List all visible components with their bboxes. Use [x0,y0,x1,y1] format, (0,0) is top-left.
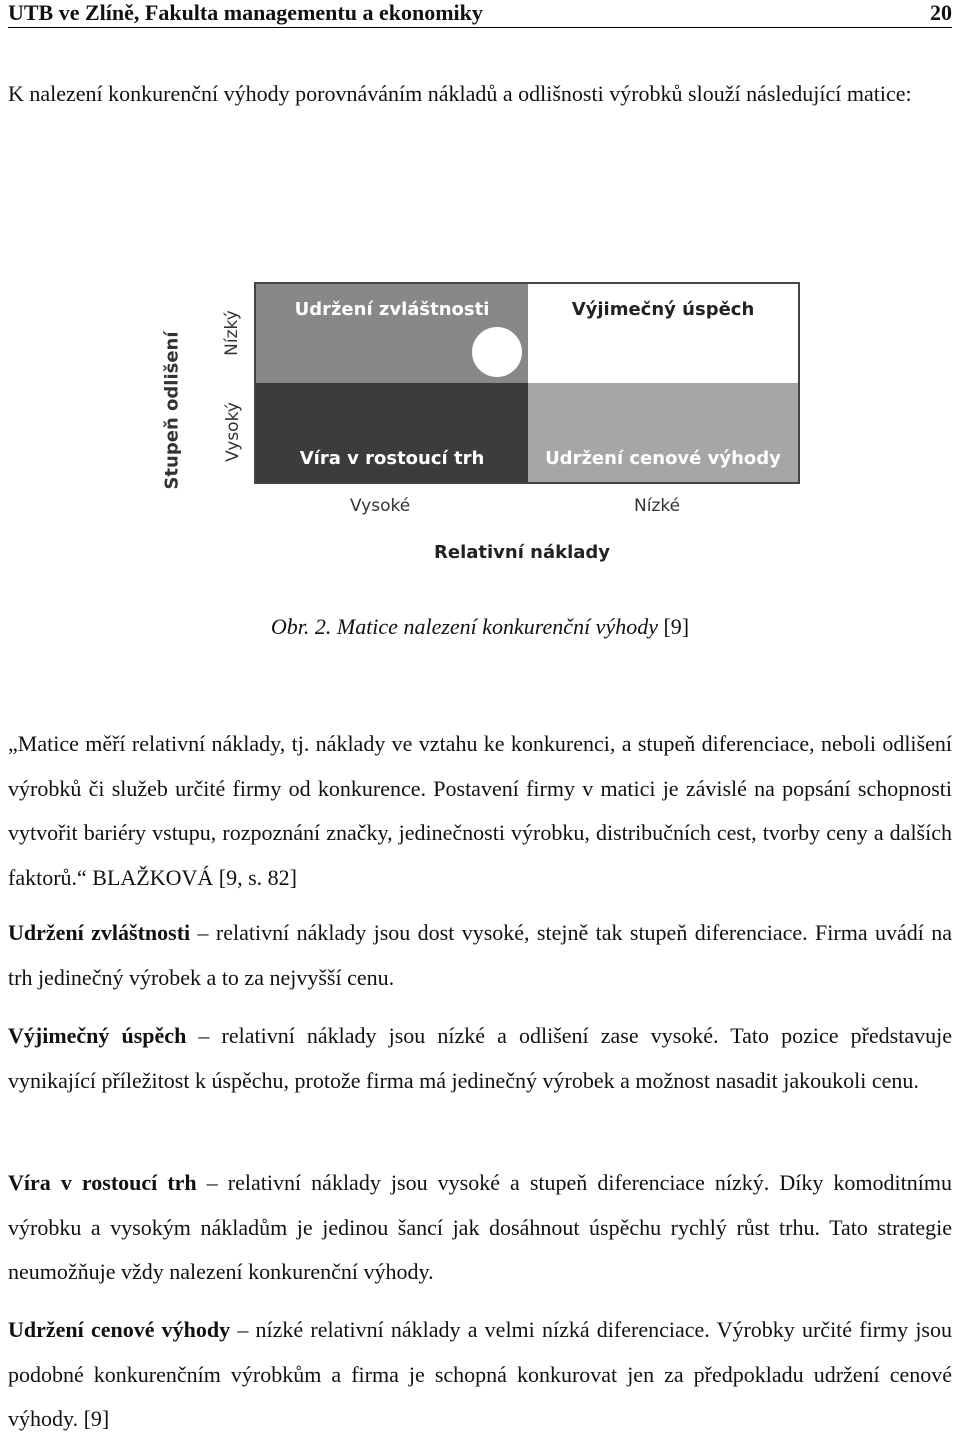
intro-paragraph: K nalezení konkurenční výhody porovnáváním nákladů a odlišnosti výrobků slouží následující matice: [8,81,912,106]
x-axis-high-label: Vysoké [350,496,411,516]
cell-label-top-left: Udržení zvláštnosti [294,299,490,320]
competitive-advantage-matrix [254,282,800,484]
definition-term: Výjimečný úspěch [8,1023,187,1048]
cell-bottom-right [528,383,798,482]
definition-text: – nízké relativní náklady a velmi nízká diferenciace. Výrobky určité firmy jsou podobné konkurenčním výrobkům a firma je schopná konkurovat jen za předpokladu udržení cenové výhody. [9] [8,1317,952,1431]
page-number: 20 [930,0,952,25]
cell-label-top-right: Výjimečný úspěch [571,299,755,320]
y-axis-low-label: Nízký [222,310,242,356]
x-axis-low-label: Nízké [634,496,681,516]
cell-top-right [528,284,798,383]
x-axis-title: Relativní náklady [434,542,611,563]
definition-paragraph [8,1308,952,1442]
definition-term: Víra v rostoucí trh [8,1170,197,1195]
caption-reference: [9] [663,614,690,639]
quote-paragraph: „Matice měří relativní náklady, tj. náklady ve vztahu ke konkurenci, a stupeň diferenciace, neboli odlišení výrobků či služeb určité firmy od konkurence. Postavení firmy v matici je závislé na popsání schopnosti vytvořit bariéry vstupu, rozpoznání značky, jedinečnosti výrobku, distribučních cest, tvorby ceny a dalších faktorů.“ BLAŽKOVÁ [9, s. 82] [8,731,952,890]
caption-text: Obr. 2. Matice nalezení konkurenční výhody [270,614,658,639]
figure-caption [0,614,960,640]
y-axis-high-label: Vysoký [223,402,243,462]
definition-paragraph [8,911,952,1000]
definition-term: Udržení cenové výhody [8,1317,231,1342]
definition-paragraph [8,1014,952,1103]
definition-term: Udržení zvláštnosti [8,920,191,945]
matrix-figure [150,270,830,580]
definition-paragraph [8,1161,952,1295]
y-axis-title: Stupeň odlišení [161,331,183,490]
cell-label-bottom-right: Udržení cenové výhody [545,448,781,469]
cell-label-bottom-left: Víra v rostoucí trh [299,448,485,469]
position-marker-circle [472,327,522,377]
header-title: UTB ve Zlíně, Fakulta managementu a ekonomiky [8,0,483,25]
cell-bottom-left [256,383,528,482]
definition-text: – relativní náklady jsou nízké a odlišení zase vysoké. Tato pozice představuje vynikající příležitost k úspěchu, protože firma má jedinečný výrobek a možnost nasadit jakoukoli cenu. [8,1023,952,1093]
page-header [8,0,952,28]
definition-text: – relativní náklady jsou dost vysoké, stejně tak stupeň diferenciace. Firma uvádí na trh jedinečný výrobek a to za nejvyšší cenu. [8,920,952,990]
cell-top-left [256,284,528,383]
definition-text: – relativní náklady jsou vysoké a stupeň diferenciace nízký. Díky komoditnímu výrobku a vysokým nákladům je jedinou šancí jak dosáhnout úspěchu rychlý růst trhu. Tato strategie neumožňuje vždy nalezení konkurenční výhody. [8,1170,952,1284]
